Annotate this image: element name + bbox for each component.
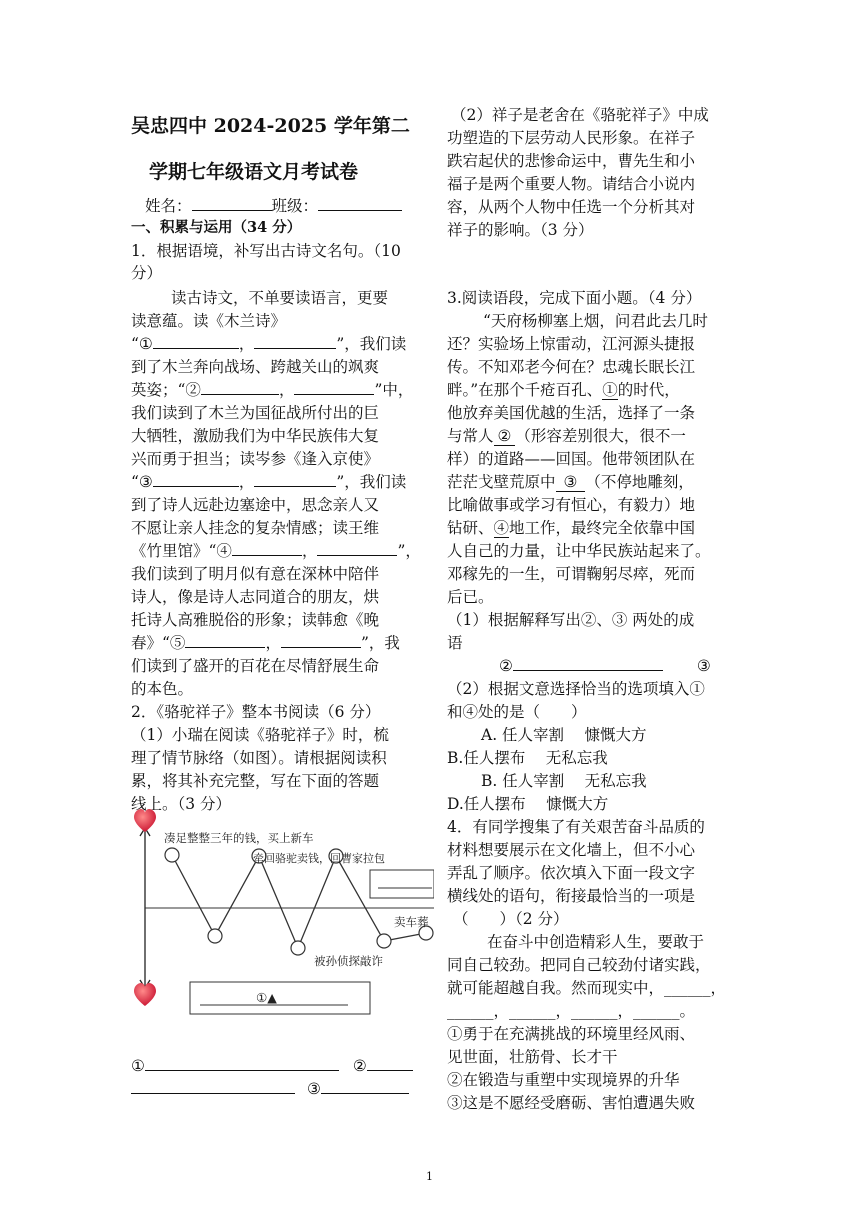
q1-text-line: 我们读到了木兰为国征战所付出的巨 (131, 404, 380, 422)
option-a[interactable]: A. 任人宰割 慷慨大方 (481, 726, 647, 744)
q2-sub2-line: 功塑造的下层劳动人民形象。在祥子 (447, 129, 696, 147)
q1-text-line (131, 471, 406, 493)
q3-text-line: 传。不知邓老今何在？忠魂长眠长江 (447, 358, 696, 376)
exam-title-line1: 吴忠四中 2024-2025 学年第二 (131, 115, 410, 137)
answer-marker-3: ③ (307, 1080, 321, 1098)
answer-marker-3: ③ (696, 657, 711, 675)
q3-text-line: 比喻做事或学习有恒心，有毅力）地 (447, 496, 696, 514)
blank-2[interactable]: ② (494, 427, 516, 446)
option-d[interactable]: D.任人摆布 慷慨大方 (447, 795, 609, 813)
q3-text-line: 他放弃美国优越的生活，选择了一条 (447, 404, 696, 422)
q3-text-line: 邓稼先的一生，可谓鞠躬尽瘁，死而 (447, 565, 696, 583)
name-blank[interactable] (192, 196, 272, 211)
text: 茫茫戈壁荒原中 (447, 473, 556, 491)
class-blank[interactable] (318, 196, 402, 211)
q1-text-line: 大牺牲，激励我们为中华民族伟大复 (131, 427, 380, 445)
q1-text-line: 到了木兰奔向战场、跨越关山的飒爽 (131, 358, 380, 376)
plot-node (377, 934, 391, 948)
class-label: 班级： (271, 197, 319, 215)
answer-line-3[interactable] (321, 1079, 409, 1094)
q4-stem-line: 弄乱了顺序。依次填入下面一段文字 (447, 864, 696, 882)
q1-text-line (131, 333, 406, 355)
q1-text-line (131, 632, 400, 654)
option-c[interactable]: B. 任人宰割 无私忘我 (481, 772, 647, 790)
text: 钻研、 (447, 519, 494, 537)
q3-sub2-line: （2）根据文意选择恰当的选项填入① (447, 680, 705, 698)
text: ”，我 (360, 634, 400, 652)
name-label: 姓名： (145, 197, 192, 215)
blank-4[interactable]: ④ (493, 519, 510, 537)
answer-line-2b[interactable] (131, 1079, 295, 1094)
text: ”， (397, 542, 421, 560)
heart-icon-top (134, 809, 156, 832)
q3-text-line: 后已。 (447, 588, 494, 606)
blank-1[interactable]: ① (602, 381, 618, 399)
q2-sub1-line: （1）小瑞在阅读《骆驼祥子》时，梳 (131, 726, 389, 744)
label-buy-car: 凑足整整三年的钱，买上新车 (164, 831, 314, 845)
q2-sub2-line: 福子是两个重要人物。请结合小说内 (447, 175, 696, 193)
comma: ， (265, 634, 281, 652)
answer-blank-3a[interactable] (153, 472, 239, 487)
exam-title-line2: 学期七年级语文月考试卷 (149, 161, 359, 183)
q2-stem: 2．《骆驼祥子》整本书阅读（6 分） (131, 703, 381, 721)
answer-blank-3b[interactable] (254, 472, 336, 487)
answer-marker-1: ① (131, 1057, 145, 1075)
answer-blank-5b[interactable] (281, 633, 361, 648)
text: （不停地雕刻， (585, 473, 694, 491)
comma: ， (238, 473, 255, 491)
q1-text-line: 读意蕴。读《木兰诗》 (131, 312, 287, 330)
q4-text-line: 同自己较劲。把同自己较劲付诸实践， (447, 956, 711, 974)
q4-stem-line: 横线处的语句，衔接最恰当的一项是 (447, 887, 696, 905)
answer-marker-2: ② (499, 657, 513, 675)
q2-sub2-line: 跌宕起伏的悲惨命运中，曹先生和小 (447, 152, 696, 170)
q1-text-line: 兴而勇于担当；读岑参《逢入京使》 (131, 450, 380, 468)
q3-sub2-line: 和④处的是（ ） (447, 703, 587, 721)
blank-marker: “① (131, 335, 153, 353)
q3-text-line: 样）的道路——回国。他带领团队在 (447, 450, 696, 468)
q1-text-line (131, 379, 413, 401)
q2-sub1-line: 理了情节脉络（如图）。请根据阅读积 (131, 749, 387, 767)
text: 《竹里馆》“④ (131, 542, 232, 560)
answer-box-1[interactable] (190, 982, 370, 1014)
q3-sub1-answers (499, 655, 711, 677)
q1-text-line: 到了诗人远赴边塞途中，思念亲人又 (131, 496, 380, 514)
plot-diagram (126, 808, 434, 1020)
q4-text-line: 就可能超越自我。然而现实中，______， (447, 979, 727, 997)
q2-sub2-line: （2）祥子是老舍在《骆驼祥子》中成 (451, 106, 709, 124)
q4-stem-line: 材料想要展示在文化墙上，但不小心 (447, 841, 696, 859)
plot-node (208, 929, 222, 943)
comma: ， (301, 542, 318, 560)
text: 英姿；“② (131, 381, 201, 399)
q1-stem-line1: 1．根据语境，补写出古诗文名句。（10 (131, 242, 401, 260)
text: 地工作，最终完全依靠中国 (509, 519, 696, 537)
section1-heading: 一、积累与运用（34 分） (131, 219, 302, 236)
q1-text-line: 不愿让亲人挂念的复杂情感；读王维 (131, 519, 380, 537)
q4-option-line: ②在锻造与重塑中实现境界的升华 (447, 1071, 680, 1089)
label-extortion: 被孙侦探敲诈 (314, 954, 383, 968)
answer-blank-2b[interactable] (294, 380, 374, 395)
comma: ， (278, 381, 295, 399)
q4-stem-line: 4．有同学搜集了有关艰苦奋斗品质的 (447, 818, 705, 836)
answer-line-idiom-2[interactable] (513, 656, 663, 671)
q3-text-line (447, 379, 680, 401)
page-number: 1 (426, 1170, 433, 1183)
comma: ， (238, 335, 255, 353)
q2-answer-line (131, 1078, 409, 1100)
text: 的时代， (617, 381, 680, 399)
blank-marker: “③ (131, 473, 153, 491)
q2-sub1-line: 累，将其补充完整，写在下面的答题 (131, 772, 380, 790)
q4-text-line: 在奋斗中创造精彩人生，要敢于 (487, 933, 705, 951)
answer-blank-5a[interactable] (185, 633, 265, 648)
q2-sub1-line: 线上。（3 分） (131, 795, 232, 813)
q1-text-line: 的本色。 (131, 680, 194, 698)
answer-blank-1a[interactable] (153, 334, 239, 349)
label-sell-car: 卖车葬 (394, 915, 429, 929)
answer-blank-2a[interactable] (201, 380, 279, 395)
text: 与常人 (447, 427, 494, 445)
q1-text-line: 我们读到了明月似有意在深林中陪伴 (131, 565, 380, 583)
q4-text-line: ______，______，______，______。 (447, 1002, 696, 1020)
q3-stem: 3.阅读语段，完成下面小题。（4 分） (447, 289, 702, 307)
q3-text-line: 还？实验场上惊雷动，江河源头捷报 (447, 335, 696, 353)
q2-answer-line (131, 1055, 413, 1077)
q1-text-line: 托诗人高雅脱俗的形象；读韩愈《晚 (131, 611, 380, 629)
q2-sub2-line: 容，从两个人物中任选一个分析其对 (447, 198, 696, 216)
q3-text-line: “天府杨柳塞上烟，问君此去几时 (483, 312, 708, 330)
blank-3[interactable]: ③ (556, 473, 586, 492)
answer-marker-2: ② (352, 1057, 367, 1075)
plot-node (291, 941, 305, 955)
q3-text-line (447, 425, 686, 447)
q4-option-line: ③这是不愿经受磨砺、害怕遭遇失败 (447, 1094, 696, 1112)
q3-text-line (447, 517, 695, 539)
label-camel: 牵回骆驼卖钱，回曹家拉包 (253, 852, 385, 865)
q3-sub1-line: 语 (447, 634, 463, 652)
q1-stem-line2: 分） (131, 264, 163, 282)
text: ”，我们读 (336, 473, 407, 491)
answer-blank-4a[interactable] (232, 541, 302, 556)
q1-text-line: 们读到了盛开的百花在尽情舒展生命 (131, 657, 380, 675)
plot-node (165, 848, 179, 862)
q2-sub2-line: 祥子的影响。（3 分） (447, 221, 594, 239)
q4-stem-line: （ ）（2 分） (453, 910, 569, 928)
answer-box-2[interactable] (370, 870, 434, 898)
text: ”中， (374, 381, 414, 399)
q3-sub1-line: （1）根据解释写出②、③ 两处的成 (447, 611, 695, 629)
option-b[interactable]: B.任人摆布 无私忘我 (447, 749, 608, 767)
label-box-1: ①▲ (256, 990, 277, 1005)
q3-text-line (447, 471, 694, 493)
answer-line-2a[interactable] (367, 1056, 413, 1071)
answer-blank-1b[interactable] (254, 334, 336, 349)
answer-blank-4b[interactable] (317, 541, 397, 556)
text: （形容差别很大，很不一 (515, 427, 686, 445)
q1-text-line: 读古诗文，不单要读语言，更要 (171, 289, 389, 307)
text: 畔。”在那个千疮百孔、 (447, 381, 603, 399)
text: 春》“⑤ (131, 634, 186, 652)
q1-text-line: 诗人，像是诗人志同道合的朋友，烘 (131, 588, 380, 606)
q4-option-line: ①勇于在充满挑战的环境里经风雨、 (447, 1025, 696, 1043)
answer-line-1[interactable] (145, 1056, 339, 1071)
q1-text-line (131, 540, 421, 562)
q4-option-line: 见世面，壮筋骨、长才干 (447, 1048, 618, 1066)
student-info (145, 195, 402, 217)
text: ”，我们读 (336, 335, 407, 353)
q3-text-line: 人自己的力量，让中华民族站起来了。 (447, 542, 711, 560)
